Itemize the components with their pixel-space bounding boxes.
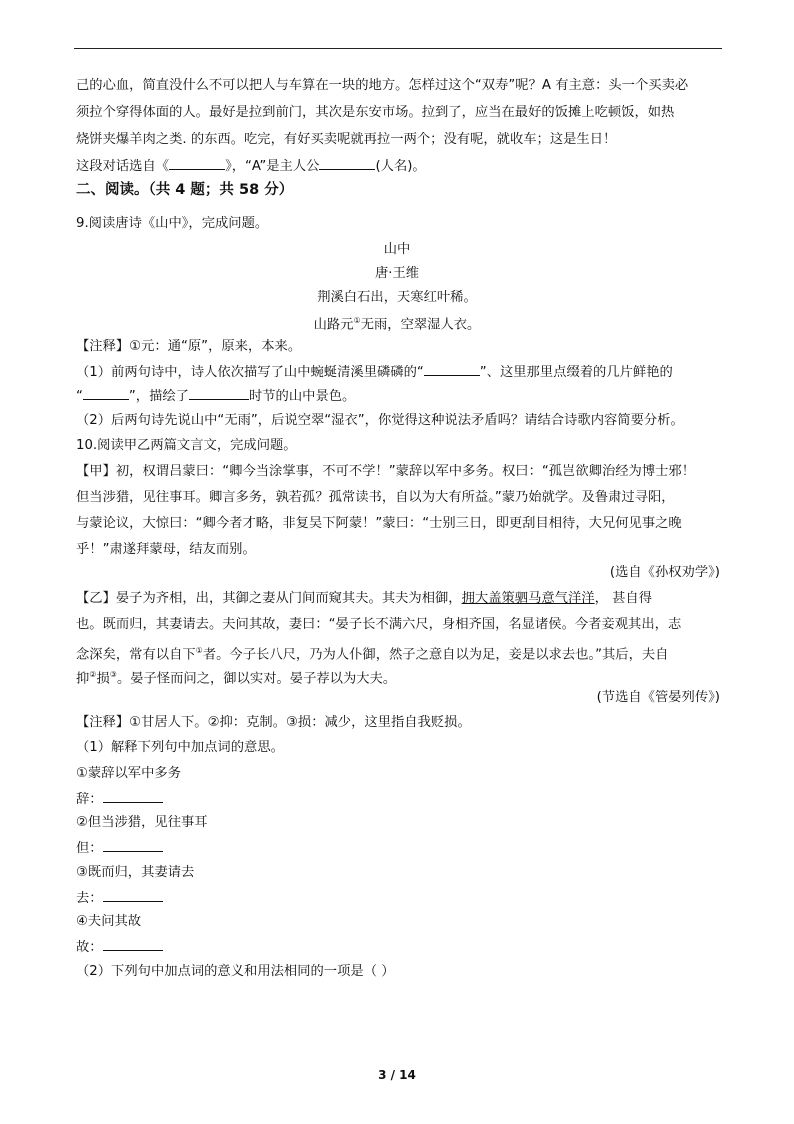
answer-blank[interactable] xyxy=(103,838,163,852)
poem-line: 荆溪白石出，天寒红叶稀。 xyxy=(317,290,477,305)
item-sentence: ②但当涉猎，见往事耳 xyxy=(76,815,208,830)
passage-line: 抑②损③。晏子怪而问之，御以实对。晏子荐以为大夫。 xyxy=(76,670,397,687)
question-line: （2）后两句诗先说山中“无雨”，后说空翠“湿衣”，你觉得这种说法矛盾吗？请结合诗歌内容简要分析。 xyxy=(76,413,684,428)
note: 【注释】①元：通“原”，原来，本来。 xyxy=(76,339,302,354)
passage-line: 烧饼夹爆羊肉之类. 的东西。吃完，有好买卖呢就再拉一两个；没有呢，就收车；这是生日！ xyxy=(76,132,617,147)
item-answer: 辞： xyxy=(76,789,163,810)
poem-line: 山路元①无雨，空翠湿人衣。 xyxy=(313,316,481,333)
source-citation: (节选自《管晏列传》) xyxy=(596,690,720,705)
passage-line: 【乙】晏子为齐相，出，其御之妻从门间而窥其夫。其夫为相御，拥大盖策驷马意气洋洋， 甚自得 xyxy=(76,591,652,606)
passage-line: 但当涉猎，见往事耳。卿言多务，孰若孤？孤常读书，自以为大有所益。”蒙乃始就学。及鲁肃过寻阳， xyxy=(76,490,675,505)
question-line: 这段对话选自《 》，“A”是主人公 (人名)。 xyxy=(76,156,426,177)
header-rule xyxy=(74,48,722,49)
item-sentence: ③既而归，其妻请去 xyxy=(76,865,195,880)
underlined-text: 拥大盖策驷马意气洋洋 xyxy=(461,591,595,606)
passage-line: 【甲】初，权谓吕蒙曰：“卿今当涂掌事，不可不学！”蒙辞以军中多务。权曰：“孤岂欲卿治经为博士邪！ xyxy=(76,464,696,479)
question-line: （1）前两句诗中，诗人依次描写了山中蜿蜒清溪里磷磷的“ ”、这里那里点缀着的几片鲜艳的 xyxy=(76,362,673,383)
poem-author: 唐·王维 xyxy=(374,266,420,281)
item-answer: 但： xyxy=(76,838,163,859)
footnote-mark: ③ xyxy=(109,670,117,679)
note: 【注释】①甘居人下。②抑：克制。③损：减少，这里指自我贬损。 xyxy=(76,715,471,730)
item-answer: 去： xyxy=(76,888,163,909)
passage-line: 己的心血，简直没什么不可以把人与车算在一块的地方。怎样过这个“双寿”呢？A 有主意：头一个买卖必 xyxy=(76,78,689,93)
item-sentence: ④夫问其故 xyxy=(76,914,142,929)
question-line: （1）解释下列句中加点词的意思。 xyxy=(76,740,284,755)
question-line: （2）下列句中加点词的意义和用法相同的一项是（ ） xyxy=(76,964,395,979)
item-answer: 故： xyxy=(76,937,163,958)
answer-blank[interactable] xyxy=(424,362,480,376)
answer-blank[interactable] xyxy=(319,156,375,170)
source-citation: (选自《孙权劝学》) xyxy=(609,565,720,580)
answer-blank[interactable] xyxy=(83,386,129,400)
footnote-mark: ② xyxy=(89,670,97,679)
footnote-mark: ① xyxy=(195,646,203,655)
question-intro: 9.阅读唐诗《山中》，完成问题。 xyxy=(76,216,269,231)
answer-blank[interactable] xyxy=(169,156,225,170)
question-line: “ ”，描绘了 时节的山中景色。 xyxy=(76,386,355,407)
passage-line: 念深矣，常有以自下①者。今子长八尺，乃为人仆御，然子之意自以为足，妾是以求去也。”其后，夫自 xyxy=(76,646,669,663)
passage-line: 乎！”肃遂拜蒙母，结友而别。 xyxy=(76,542,256,557)
section-title: 二、阅读。（共 4 题；共 58 分） xyxy=(76,182,294,198)
question-intro: 10.阅读甲乙两篇文言文，完成问题。 xyxy=(76,438,297,453)
answer-blank[interactable] xyxy=(103,888,163,902)
answer-blank[interactable] xyxy=(103,937,163,951)
poem-title: 山中 xyxy=(383,242,411,257)
passage-line: 与蒙论议，大惊曰：“卿今者才略，非复吴下阿蒙！”蒙曰：“士别三日，即更刮目相待，大兄何见事之晚 xyxy=(76,516,682,531)
passage-line: 须拉个穿得体面的人。最好是拉到前门，其次是东安市场。拉到了，应当在最好的饭摊上吃顿饭，如热 xyxy=(76,105,675,120)
page-number: 3 / 14 xyxy=(378,1068,416,1082)
answer-blank[interactable] xyxy=(189,386,249,400)
answer-blank[interactable] xyxy=(103,789,163,803)
item-sentence: ①蒙辞以军中多务 xyxy=(76,766,181,781)
footnote-mark: ① xyxy=(353,316,361,325)
passage-line: 也。既而归，其妻请去。夫问其故，妻曰：“晏子长不满六尺，身相齐国，名显诸侯。今者妾观其出，志 xyxy=(76,617,682,632)
